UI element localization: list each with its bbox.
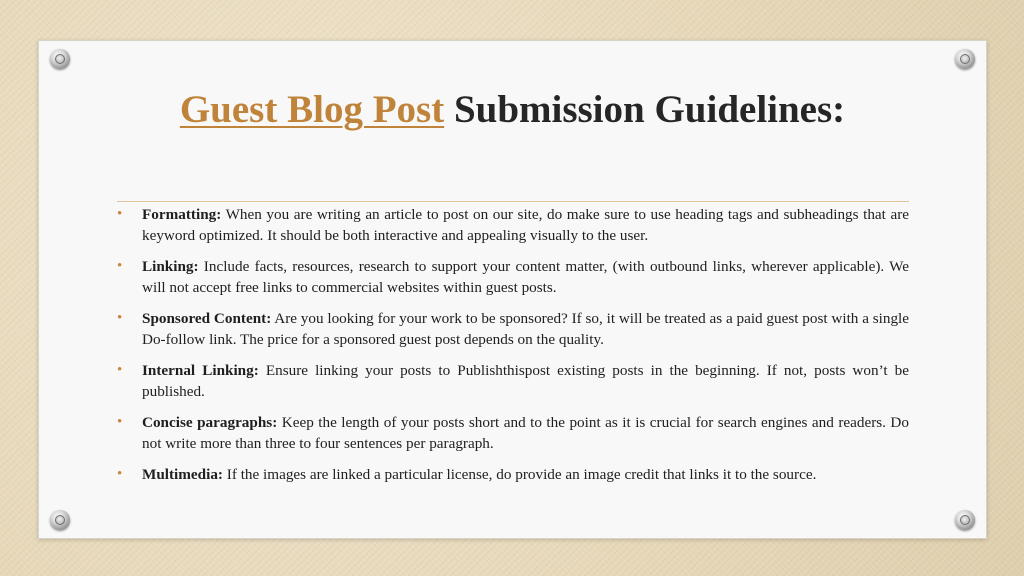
- guideline-label: Multimedia:: [142, 466, 223, 483]
- guideline-label: Linking:: [142, 258, 199, 275]
- pin-icon: [50, 510, 70, 530]
- guideline-text: Include facts, resources, research to support your content matter, (with outbound links, wherever applicable). We will not accept free links to commercial websites within guest posts.: [142, 258, 909, 296]
- guideline-item-concise-paragraphs: [115, 412, 909, 454]
- guideline-text: When you are writing an article to post on our site, do make sure to use heading tags and subheadings that are keyword optimized. It should be both interactive and appealing visually to the user.: [142, 206, 909, 244]
- guidelines-list: [115, 204, 909, 495]
- guideline-label: Concise paragraphs:: [142, 414, 278, 431]
- bullet-icon: •: [117, 466, 123, 482]
- guideline-item-sponsored-content: [115, 308, 909, 350]
- guideline-text: Keep the length of your posts short and to the point as it is crucial for search engines and readers. Do not write more than three to four sentences per paragraph.: [142, 414, 909, 452]
- bullet-icon: •: [117, 414, 123, 430]
- guideline-label: Formatting:: [142, 206, 222, 223]
- bullet-icon: •: [117, 310, 123, 326]
- guideline-text: Are you looking for your work to be sponsored? If so, it will be treated as a paid guest post with a single Do-follow link. The price for a sponsored guest post depends on the quality.: [142, 310, 910, 348]
- title-link[interactable]: Guest Blog Post: [179, 88, 445, 131]
- guideline-item-internal-linking: [115, 360, 909, 402]
- guideline-item-linking: [115, 256, 909, 298]
- guideline-text: If the images are linked a particular license, do provide an image credit that links it to the source.: [223, 466, 817, 483]
- guideline-label: Sponsored Content:: [142, 310, 272, 327]
- pin-icon: [955, 49, 975, 69]
- bullet-icon: •: [117, 258, 123, 274]
- slide-card: [38, 40, 987, 539]
- slide-title: [39, 87, 986, 132]
- bullet-icon: •: [117, 206, 123, 222]
- pin-icon: [50, 49, 70, 69]
- title-divider: [117, 201, 909, 202]
- pin-icon: [955, 510, 975, 530]
- bullet-icon: •: [117, 362, 123, 378]
- guideline-item-formatting: [115, 204, 909, 246]
- guideline-label: Internal Linking:: [142, 362, 259, 379]
- title-rest: Submission Guidelines:: [444, 88, 846, 131]
- guideline-item-multimedia: [115, 464, 909, 485]
- guideline-text: Ensure linking your posts to Publishthispost existing posts in the beginning. If not, posts won’t be published.: [142, 362, 909, 400]
